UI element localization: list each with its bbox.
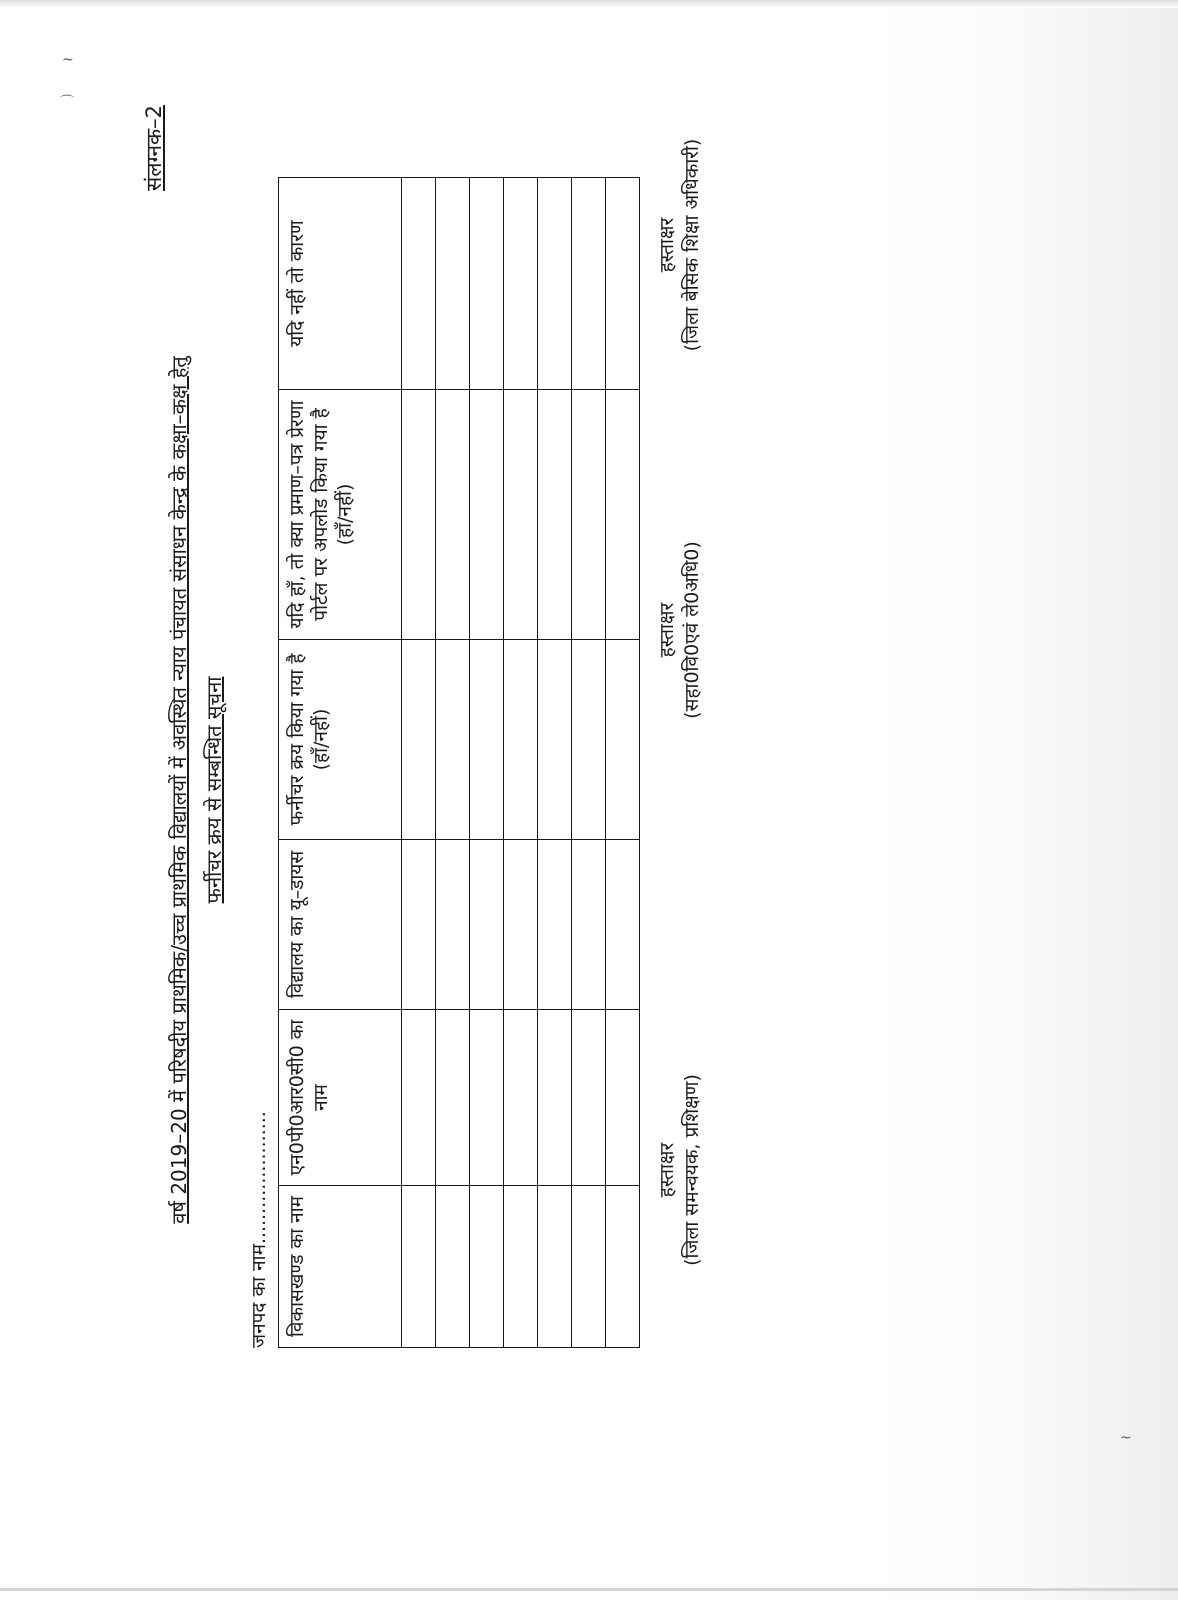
header-nprc-name: एन0पी0आर0सी0 का नाम [279, 1010, 402, 1186]
table-cell [470, 390, 504, 640]
table-cell [572, 1186, 606, 1348]
table-cell [538, 1186, 572, 1348]
table-cell [606, 840, 640, 1010]
scan-edge-shadow [878, 0, 1178, 1600]
table-cell [504, 640, 538, 840]
signature-label: हस्ताक्षर [656, 217, 678, 273]
table-row [436, 178, 470, 1348]
signature-label: हस्ताक्षर [656, 1142, 678, 1198]
table-cell [470, 840, 504, 1010]
table-cell [470, 640, 504, 840]
table-cell [572, 178, 606, 390]
scan-top-shadow [0, 0, 1178, 8]
scan-bottom-line [0, 1588, 1178, 1591]
table-cell [504, 1010, 538, 1186]
table-header-row [279, 178, 402, 1348]
table-row [538, 178, 572, 1348]
signature-designation: (जिला बेसिक शिक्षा अधिकारी) [681, 138, 703, 352]
signature-district-coordinator [655, 1020, 705, 1320]
table-cell [436, 1010, 470, 1186]
table-row [402, 178, 436, 1348]
table-row [606, 178, 640, 1348]
table-cell [538, 840, 572, 1010]
table-cell [402, 1186, 436, 1348]
table-cell [606, 1186, 640, 1348]
table-row [470, 178, 504, 1348]
data-table [278, 178, 640, 1348]
header-furniture-purchased: फर्नीचर क्रय किया गया है (हाँ/नहीं) [279, 640, 402, 840]
table-cell [572, 840, 606, 1010]
table-cell [436, 178, 470, 390]
table-cell [470, 1186, 504, 1348]
signature-designation: (सहा0वि0एवं ले0अधि0) [681, 541, 703, 719]
table-cell [504, 178, 538, 390]
scan-speck: ~ [1120, 1430, 1132, 1446]
table-cell [470, 178, 504, 390]
table-cell [538, 390, 572, 640]
signature-accounts-officer [655, 490, 705, 770]
table-cell [606, 1010, 640, 1186]
signature-bsa [655, 100, 705, 390]
annexure-label: संलग्नक–2 [142, 105, 166, 191]
table-cell [470, 1010, 504, 1186]
table-cell [504, 1186, 538, 1348]
table-row [504, 178, 538, 1348]
table-cell [606, 390, 640, 640]
scan-speck: ⌒ [60, 95, 74, 111]
table-row [572, 178, 606, 1348]
table-cell [606, 178, 640, 390]
district-name-field: जनपद का नाम...................... [248, 1111, 270, 1348]
table-cell [572, 1010, 606, 1186]
table-cell [436, 840, 470, 1010]
table-cell [572, 390, 606, 640]
scan-speck: ~ [62, 52, 74, 68]
table-cell [572, 640, 606, 840]
signature-designation: (जिला समन्वयक, प्रशिक्षण) [681, 1074, 703, 1266]
table-cell [436, 640, 470, 840]
table-cell [606, 640, 640, 840]
table-cell [436, 390, 470, 640]
table-cell [402, 840, 436, 1010]
signature-label: हस्ताक्षर [656, 602, 678, 658]
table-cell [538, 1010, 572, 1186]
table-cell [402, 178, 436, 390]
table-cell [538, 640, 572, 840]
title-line-2: फर्नीचर क्रय से सम्बन्धित सूचना [202, 676, 226, 904]
header-udise: विद्यालय का यू–डायस [279, 840, 402, 1010]
table-cell [538, 178, 572, 390]
document-page [140, 100, 703, 1390]
table-cell [504, 390, 538, 640]
table-cell [402, 1010, 436, 1186]
table-cell [504, 840, 538, 1010]
header-certificate-uploaded: यदि हाँ, तो क्या प्रमाण–पत्र प्रेरणा पोर्टल पर अपलोड किया गया है (हाँ/नहीं) [279, 390, 402, 640]
header-reason: यदि नहीं तो कारण [279, 178, 402, 390]
table-cell [402, 640, 436, 840]
header-block-name: विकासखण्ड का नाम [279, 1186, 402, 1348]
table-cell [436, 1186, 470, 1348]
title-line-1: वर्ष 2019–20 में परिषदीय प्राथमिक/उच्च प्राथमिक विद्यालयों में अवस्थित न्याय पंचायत संसाधन केन्द्र के कक्षा–कक्ष हेतु [167, 356, 191, 1224]
table-cell [402, 390, 436, 640]
